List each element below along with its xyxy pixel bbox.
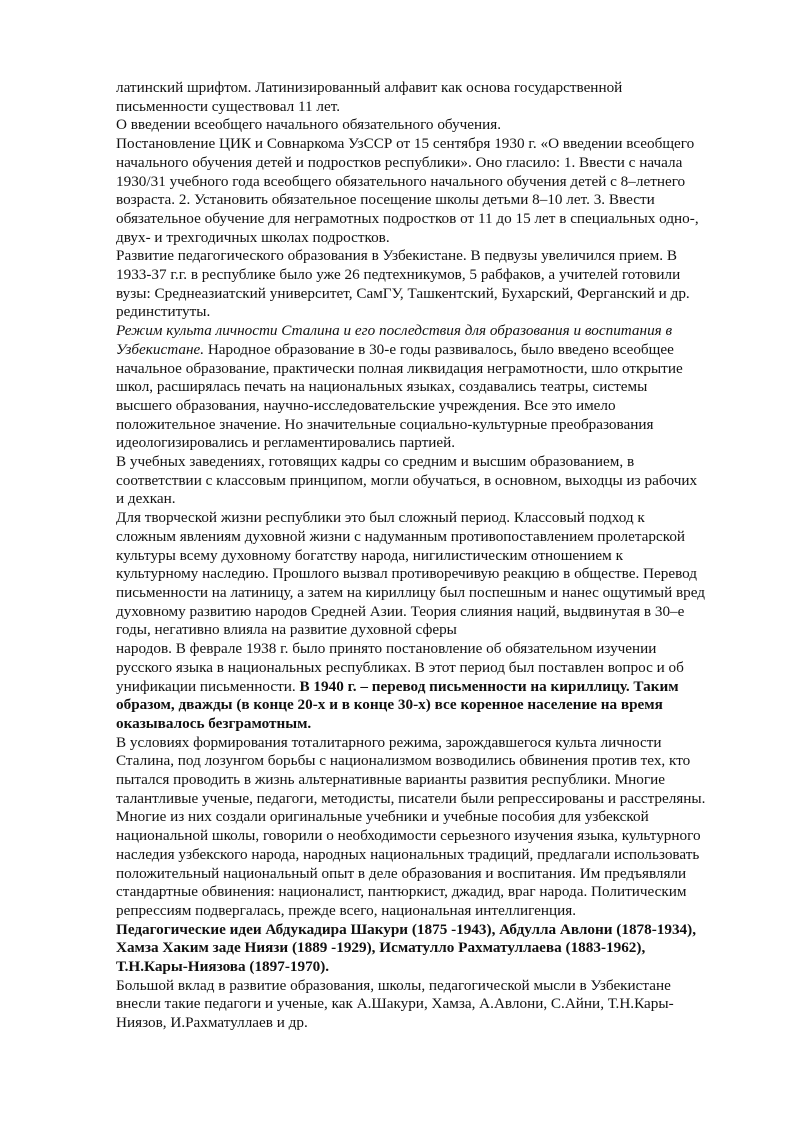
paragraph-totalitarian-regime: В условиях формирования тоталитарного режима, зарождавшегося культа личности Сталина, под лозунгом борьбы с национализмом возводились обвинения против тех, кто пытался проводить в жизнь альтернативные варианты развития республики. Многие талантливые ученые, педагоги, методисты, писатели были репрессированы и расстреляны. Многие из них создали оригинальные учебники и учебные пособия для узбекской национальной школы, говорили о необходимости серьезного изучения языка, культурного наследия узбекского народа, народных национальных традиций, предлагали использовать положительный национальный опыт в деле образования и воспитания. Им предъявляли стандартные обвинения: националист, пантюркист, джадид, враг народа. Политическим репрессиям подвергалась, прежде всего, национальная интеллигенция. xyxy=(116,733,706,919)
paragraph-latin-alphabet: латинский шрифтом. Латинизированный алфавит как основа государственной письменности существовал 11 лет. xyxy=(116,79,623,115)
paragraph-stalin-cult xyxy=(116,322,746,453)
document-page xyxy=(116,79,746,1033)
paragraph-russian-language-decree xyxy=(116,640,746,734)
paragraph-creative-life: Для творческой жизни республики это был сложный период. Классовый подход к сложным явлениям духовной жизни с надуманным противопоставлением пролетарской культуры всему духовному богатству народа, нигилистическим отношением к культурному наследию. Прошлого вызвал противоречивую реакцию в обществе. Перевод письменности на латиницу, а затем на кириллицу был поспешным и нанес ощутимый вред духовному развитию народов Средней Азии. Теория слияния наций, выдвинутая в 30–е годы, негативно влияла на развитие духовной сферы xyxy=(116,509,706,639)
paragraph-decree-1930: Постановление ЦИК и Совнаркома УзССР от 15 сентября 1930 г. «О введении всеобщего начального обучения детей и подростков республики». Оно гласило: 1. Ввести с начала 1930/31 учебного года всеобщего обязательного начального обучения детей с 8–летнего возраста. 2. Установить обязательное посещение школы детьми 8–10 лет. 3. Ввести обязательное обучение для неграмотных подростков от 11 до 15 лет в специальных одно-, двух- и трехгодичных школах подростков. xyxy=(116,135,699,246)
paragraph-russian-language-text: народов. В феврале 1938 г. было принято постановление об обязательном изучении русского языка в национальных республиках. В этот период был поставлен вопрос и об унификации письменности. xyxy=(116,640,684,695)
bold-cyrillic-transition: В 1940 г. – перевод письменности на кириллицу. Таким образом, дважды (в конце 20-х и в конце 30-х) все коренное население на время оказывалось безграмотным. xyxy=(116,677,679,732)
paragraph-contributors: Большой вклад в развитие образования, школы, педагогической мысли в Узбекистане внесли такие педагоги и ученые, как А.Шакури, Хамза, А.Авлони, С.Айни, Т.Н.Кары- Ниязов, И.Рахматуллаев и др. xyxy=(116,976,674,1032)
italic-heading-stalin-cult: Режим культа личности Сталина и его последствия для образования и воспитания в Узбекистане. xyxy=(116,322,673,358)
section-title-universal-education: О введении всеобщего начального обязательного обучения. xyxy=(116,116,502,134)
paragraph-pedagogical-education: Развитие педагогического образования в Узбекистане. В педвузы увеличился прием. В 1933-37 г.г. в республике было уже 26 педтехникумов, 5 рабфаков, а учителей готовили вузы: Среднеазиатский университет, СамГУ, Ташкентский, Бухарский, Ферганский и др. pединституты. xyxy=(116,247,690,321)
paragraph-class-principle: В учебных заведениях, готовящих кадры со средним и высшим образованием, в соответствии с классовым принципом, могли обучаться, в основном, выходцы из рабочих и дехкан. xyxy=(116,453,698,508)
heading-pedagogical-ideas: Педагогические идеи Абдукадира Шакури (1875 -1943), Абдулла Авлони (1878-1934), Хамза Хаким заде Ниязи (1889 -1929), Исматулло Рахматуллаева (1883-1962), Т.Н.Кары-Ниязова (1897-1970). xyxy=(116,920,697,976)
paragraph-stalin-cult-text: Народное образование в 30-е годы развивалось, было введено всеобщее начальное образование, практически полная ликвидация неграмотности, шло открытие школ, расширялась печать на национальных языках, создавались театры, системы высшего образования, научно-исследовательские учреждения. Все это имело положительное значение. Но значительные социально-культурные преобразования идеологизировались и регламентировались партией. xyxy=(116,340,683,452)
